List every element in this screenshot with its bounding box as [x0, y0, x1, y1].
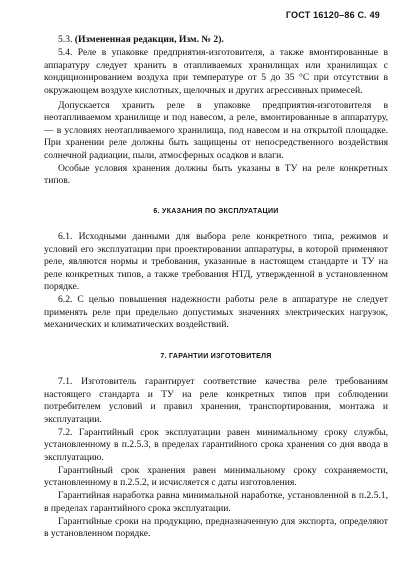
running-header: ГОСТ 16120–86 С. 49 — [285, 10, 380, 20]
amendment-note: (Измененная редакция, Изм. № 2). — [74, 34, 224, 45]
paragraph-6-2: 6.2. С целью повышения надежности работы реле в аппаратуре не следует применять реле при предельно допустимых значениях электрических нагрузок, механических и климатических воздействий. — [44, 294, 388, 330]
section-heading-7: 7. ГАРАНТИИ ИЗГОТОВИТЕЛЯ — [160, 352, 272, 360]
paragraph-7-2: 7.2. Гарантийный срок эксплуатации равен минимальному сроку службы, установленному в п.2.5.3, в пределах гарантийного срока хранения со дня ввода в эксплуатацию. — [44, 426, 388, 463]
section-heading-6: 6. УКАЗАНИЯ ПО ЭКСПЛУАТАЦИИ — [153, 207, 279, 215]
paragraph-5-3 — [44, 34, 388, 47]
paragraph-5-4: 5.4. Реле в упаковке предприятия-изготовителя, а также вмонтированные в аппаратуру следует хранить в отапливаемых хранилищах или хранилищах с кондиционированием воздуха при температуре от 5 до 35 °С при отсутствии в окружающем воздухе кислотных, щелочных и других агрессивных примесей. — [44, 47, 388, 96]
paragraph-6-1: 6.1. Исходными данными для выбора реле конкретного типа, режимов и условий его эксплуатации при проектировании аппаратуры, в которой применяют реле, являются нормы и требования, указанные в настоящем стандарте и ТУ на реле конкретных типов, а также требования НТД, утвержденной в установленном порядке. — [44, 231, 388, 292]
document-body — [44, 30, 388, 541]
paragraph-operating-time: Гарантийная наработка равна минимальной наработке, установленной в п.2.5.1, в пределах гарантийного срока эксплуатации. — [44, 490, 388, 514]
paragraph-special-conditions: Особые условия хранения должны быть указаны в ТУ на реле конкретных типов. — [44, 162, 388, 186]
paragraph-export: Гарантийные сроки на продукцию, предназначенную для экспорта, определяют в установленном порядке. — [44, 515, 388, 539]
paragraph-number: 5.3. — [58, 34, 73, 45]
paragraph-storage-warranty: Гарантийный срок хранения равен минимальному сроку сохраняемости, установленному в п.2.5.2, и исчисляется с даты изготовления. — [44, 464, 388, 488]
paragraph-7-1: 7.1. Изготовитель гарантирует соответствие качества реле требованиям настоящего стандарта и ТУ на реле конкретных типов при соблюдении потребителем условий и правил хранения, транспортирования, монтажа и эксплуатации. — [44, 376, 388, 425]
paragraph-storage-unheated: Допускается хранить реле в упаковке предприятия-изготовителя в неотапливаемом хранилище и под навесом, а реле, вмонтированные в аппаратуру, — в условиях неотапливаемого хранилища, под навесом и на открытой площадке. При хранении реле должны быть защищены от непосредственного воздействия солнечной радиации, пыли, атмосферных осадков и влаги. — [44, 99, 388, 161]
